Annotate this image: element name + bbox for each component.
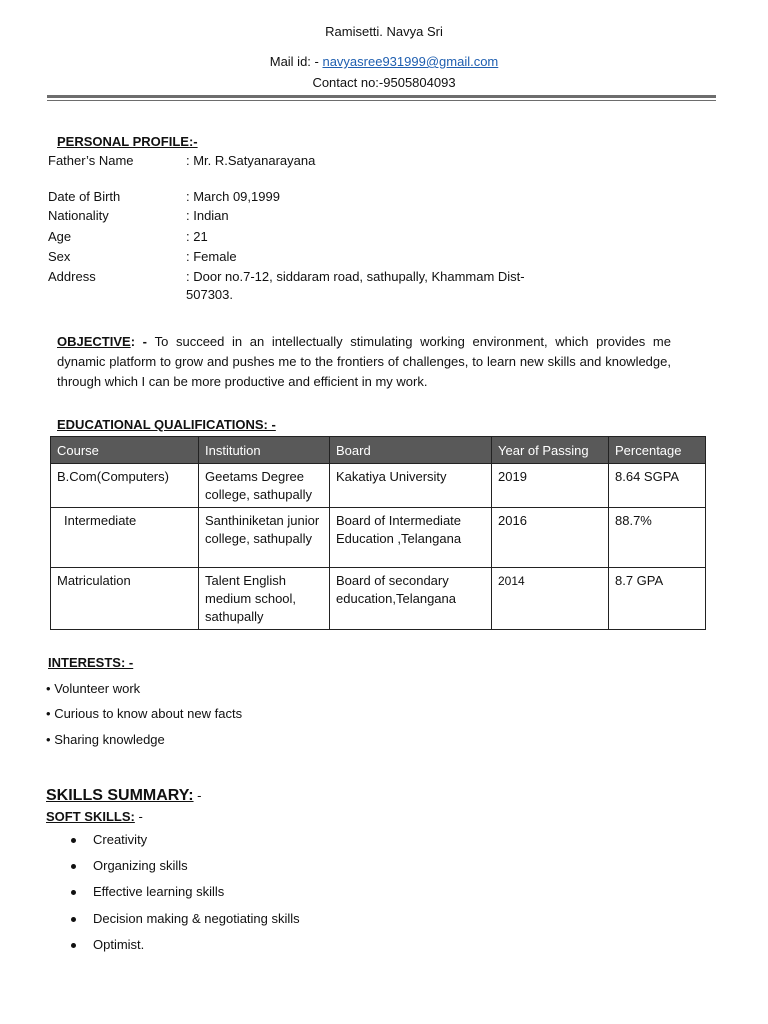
list-item bbox=[46, 706, 242, 721]
table-cell: 88.7% bbox=[609, 508, 706, 568]
interest-text: Curious to know about new facts bbox=[54, 706, 243, 721]
table-row bbox=[51, 568, 706, 630]
skills-summary-suffix: - bbox=[193, 788, 202, 803]
profile-label-nationality: Nationality bbox=[48, 208, 109, 223]
mail-label: Mail id: - bbox=[269, 54, 323, 69]
profile-value-nationality: : Indian bbox=[186, 208, 229, 223]
bullet-icon bbox=[71, 943, 76, 948]
profile-label-age: Age bbox=[48, 229, 72, 244]
table-cell: Geetams Degree college, sathupally bbox=[199, 464, 330, 508]
column-header-percentage: Percentage bbox=[609, 437, 706, 464]
list-item bbox=[46, 681, 140, 696]
skill-text: Effective learning skills bbox=[93, 884, 225, 899]
table-row bbox=[51, 464, 706, 508]
table-cell: Kakatiya University bbox=[330, 464, 492, 508]
candidate-name: Ramisetti. Navya Sri bbox=[325, 24, 443, 39]
profile-value-sex: : Female bbox=[186, 249, 237, 264]
profile-label-address: Address bbox=[48, 269, 96, 284]
table-cell: 2019 bbox=[492, 464, 609, 508]
interest-text: Sharing knowledge bbox=[54, 732, 165, 747]
bullet-icon bbox=[71, 917, 76, 922]
table-cell: Santhiniketan junior college, sathupally bbox=[199, 508, 330, 568]
list-item bbox=[71, 937, 144, 952]
soft-skills-suffix: - bbox=[134, 809, 143, 824]
skills-heading-line bbox=[46, 787, 202, 805]
contact-number: Contact no:-9505804093 bbox=[312, 75, 456, 90]
profile-value-dob: : March 09,1999 bbox=[186, 189, 280, 204]
profile-value-address: : Door no.7-12, siddaram road, sathupally, Khammam Dist- bbox=[186, 269, 525, 284]
column-header-institution: Institution bbox=[199, 437, 330, 464]
bullet-icon: • bbox=[46, 732, 51, 747]
table-cell: Board of secondary education,Telangana bbox=[330, 568, 492, 630]
education-heading: EDUCATIONAL QUALIFICATIONS: - bbox=[57, 417, 276, 432]
table-cell: 2014 bbox=[492, 568, 609, 630]
table-cell: Intermediate bbox=[51, 508, 199, 568]
profile-label-sex: Sex bbox=[48, 249, 71, 264]
bullet-icon: • bbox=[46, 706, 51, 721]
table-cell: B.Com(Computers) bbox=[51, 464, 199, 508]
soft-skills-heading-line bbox=[46, 809, 143, 824]
interest-text: Volunteer work bbox=[54, 681, 141, 696]
objective-label: OBJECTIVE bbox=[57, 334, 131, 349]
skill-text: Decision making & negotiating skills bbox=[93, 911, 300, 926]
skill-text: Organizing skills bbox=[93, 858, 188, 873]
table-cell: 8.7 GPA bbox=[609, 568, 706, 630]
list-item bbox=[71, 832, 147, 847]
table-cell: Matriculation bbox=[51, 568, 199, 630]
education-header-row bbox=[51, 437, 706, 464]
skills-summary-heading: SKILLS SUMMARY: bbox=[46, 787, 194, 804]
interests-heading: INTERESTS: - bbox=[48, 655, 134, 670]
column-header-course: Course bbox=[51, 437, 199, 464]
mail-line bbox=[0, 54, 768, 69]
profile-value-age: : 21 bbox=[186, 229, 208, 244]
profile-label-father: Father’s Name bbox=[48, 153, 134, 168]
bullet-icon: • bbox=[46, 681, 51, 696]
objective-paragraph bbox=[57, 332, 671, 392]
list-item bbox=[71, 884, 224, 899]
objective-text: To succeed in an intellectually stimulating working environment, which provides me dynamic platform to grow and pushes me to the frontiers of challenges, to learn new skills and knowledge, through which I can be more productive and efficient in my work. bbox=[57, 334, 671, 389]
list-item bbox=[71, 858, 188, 873]
table-cell: Talent English medium school, sathupally bbox=[199, 568, 330, 630]
bullet-icon bbox=[71, 864, 76, 869]
header-divider-thin bbox=[47, 100, 716, 101]
table-cell: 2016 bbox=[492, 508, 609, 568]
skill-text: Creativity bbox=[93, 832, 148, 847]
bullet-icon bbox=[71, 838, 76, 843]
profile-label-dob: Date of Birth bbox=[48, 189, 121, 204]
personal-profile-heading: PERSONAL PROFILE:- bbox=[57, 134, 198, 149]
table-row bbox=[51, 508, 706, 568]
email-link[interactable]: navyasree931999@gmail.com bbox=[322, 54, 499, 69]
soft-skills-heading: SOFT SKILLS: bbox=[46, 809, 135, 824]
column-header-year: Year of Passing bbox=[492, 437, 609, 464]
table-cell: 8.64 SGPA bbox=[609, 464, 706, 508]
bullet-icon bbox=[71, 890, 76, 895]
skill-text: Optimist. bbox=[93, 937, 145, 952]
profile-value-address-line2: 507303. bbox=[186, 287, 233, 302]
list-item bbox=[46, 732, 165, 747]
list-item bbox=[71, 911, 300, 926]
objective-separator: : - bbox=[130, 334, 155, 349]
education-table bbox=[50, 436, 706, 630]
profile-value-father: : Mr. R.Satyanarayana bbox=[186, 153, 316, 168]
column-header-board: Board bbox=[330, 437, 492, 464]
table-cell: Board of Intermediate Education ,Telangana bbox=[330, 508, 492, 568]
header-divider-thick bbox=[47, 95, 716, 98]
